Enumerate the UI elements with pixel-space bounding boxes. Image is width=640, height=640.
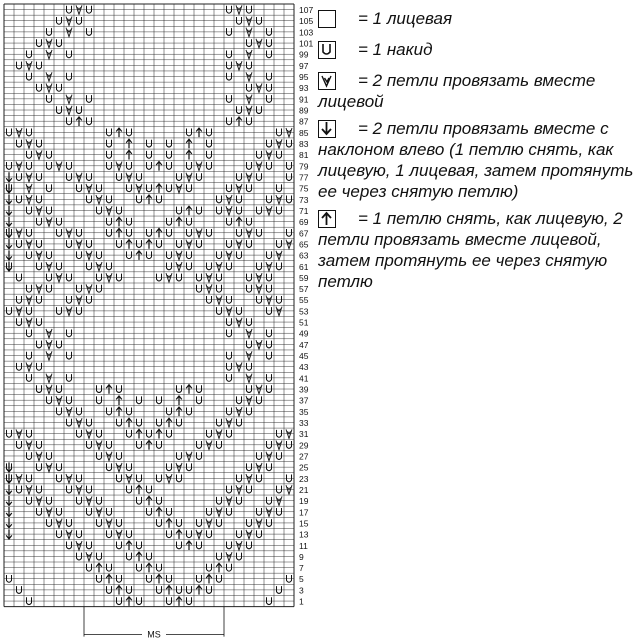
sk2p-arrow-mark: [126, 418, 132, 427]
row-label: 41: [299, 373, 309, 384]
sk2p-arrow-mark: [156, 429, 162, 438]
k2tog-mark: [236, 184, 242, 193]
k2tog-mark: [126, 474, 132, 483]
row-label: 1: [299, 596, 304, 607]
sk2p-arrow-mark: [116, 396, 122, 405]
k2tog-mark: [216, 262, 222, 271]
k2tog-mark: [36, 251, 42, 260]
row-label: 31: [299, 429, 309, 440]
sk2p-arrow-mark: [106, 574, 112, 583]
k2tog-mark: [66, 530, 72, 539]
sk2p-arrow-mark: [186, 541, 192, 550]
k2tog-mark: [136, 184, 142, 193]
k2tog-mark: [246, 28, 252, 37]
legend-item-knit: [318, 8, 640, 29]
k2tog-mark: [76, 240, 82, 249]
row-label: 29: [299, 440, 309, 451]
sk2p-arrow-mark: [126, 240, 132, 249]
k2tog-mark: [76, 5, 82, 14]
k2tog-mark: [236, 407, 242, 416]
k2tog-mark: [236, 362, 242, 371]
k2tog-mark: [246, 351, 252, 360]
k2tog-mark: [176, 184, 182, 193]
k2tog-mark: [276, 496, 282, 505]
row-label: 35: [299, 406, 309, 417]
k2tog-mark: [26, 173, 32, 182]
legend-item-k2tog: [318, 70, 640, 112]
k2tog-mark: [246, 106, 252, 115]
sk2p-arrow-mark: [216, 563, 222, 572]
legend-item-ssk: [318, 118, 640, 202]
row-label: 73: [299, 194, 309, 205]
k2tog-mark: [66, 106, 72, 115]
row-label: 53: [299, 306, 309, 317]
sk2p-arrow-mark: [236, 117, 242, 126]
row-label: 15: [299, 518, 309, 529]
k2tog-mark: [266, 452, 272, 461]
k2tog-mark: [46, 39, 52, 48]
sk2p-arrow-mark: [126, 150, 132, 159]
legend-text-ssk: = 2 петли провязать вместе с наклоном влево (1 петлю снять, как лицевую, 1 лицевая, затем протянуть ее через снятую петлю): [318, 119, 634, 201]
k2tog-mark: [36, 150, 42, 159]
k2tog-mark: [56, 162, 62, 171]
k2tog-mark: [46, 351, 52, 360]
k2tog-mark: [226, 307, 232, 316]
k2tog-mark: [126, 173, 132, 182]
k2tog-mark: [86, 496, 92, 505]
k2tog-mark: [226, 418, 232, 427]
row-label: 69: [299, 217, 309, 228]
row-label: 57: [299, 284, 309, 295]
k2tog-mark: [206, 284, 212, 293]
sk2p-arrow-mark: [146, 240, 152, 249]
k2tog-mark: [66, 474, 72, 483]
sk2p-arrow-mark: [116, 217, 122, 226]
sk2p-arrow-mark: [136, 251, 142, 260]
k2tog-mark: [216, 295, 222, 304]
legend-item-sk2p: [318, 208, 640, 292]
sk2p-arrow-mark: [176, 217, 182, 226]
k2tog-mark: [206, 273, 212, 282]
k2tog-mark: [246, 173, 252, 182]
k2tog-mark: [196, 530, 202, 539]
k2tog-mark: [256, 463, 262, 472]
k2tog-mark: [46, 83, 52, 92]
row-label: 87: [299, 116, 309, 127]
k2tog-mark: [46, 340, 52, 349]
k2tog-mark: [196, 229, 202, 238]
sk2p-arrow-up-icon: [318, 210, 336, 228]
k2tog-mark: [116, 162, 122, 171]
k2tog-mark: [116, 463, 122, 472]
k2tog-mark: [46, 463, 52, 472]
k2tog-mark: [26, 139, 32, 148]
row-label: 5: [299, 574, 304, 585]
row-label: 61: [299, 261, 309, 272]
k2tog-mark: [86, 429, 92, 438]
row-label: 85: [299, 127, 309, 138]
sk2p-arrow-mark: [116, 586, 122, 595]
row-label: 33: [299, 418, 309, 428]
k2tog-mark: [66, 229, 72, 238]
k2tog-mark: [46, 508, 52, 517]
row-label: 13: [299, 529, 309, 540]
k2tog-mark: [176, 262, 182, 271]
k2tog-mark: [46, 385, 52, 394]
sk2p-arrow-mark: [126, 541, 132, 550]
k2tog-mark: [226, 496, 232, 505]
row-label: 7: [299, 563, 304, 574]
k2tog-mark: [256, 284, 262, 293]
k2tog-mark: [76, 173, 82, 182]
k2tog-mark: [276, 251, 282, 260]
k2tog-mark: [76, 541, 82, 550]
sk2p-arrow-mark: [136, 552, 142, 561]
k2tog-mark: [16, 429, 22, 438]
k2tog-mark: [216, 429, 222, 438]
k2tog-mark: [46, 262, 52, 271]
k2tog-mark: [226, 552, 232, 561]
row-label: 81: [299, 150, 309, 161]
k2tog-mark: [56, 519, 62, 528]
sk2p-arrow-mark: [186, 139, 192, 148]
sk2p-arrow-mark: [136, 485, 142, 494]
k2tog-mark: [186, 173, 192, 182]
sk2p-arrow-mark: [156, 229, 162, 238]
k2tog-mark: [36, 206, 42, 215]
row-label: 43: [299, 362, 309, 373]
k2tog-mark: [36, 452, 42, 461]
k2tog-mark: [26, 485, 32, 494]
k2tog-mark: [166, 273, 172, 282]
k2tog-mark: [226, 195, 232, 204]
k2tog-mark: [16, 307, 22, 316]
k2tog-mark: [256, 162, 262, 171]
sk2p-arrow-mark: [126, 139, 132, 148]
k2tog-mark: [236, 485, 242, 494]
k2tog-mark: [236, 5, 242, 14]
row-label: 49: [299, 328, 309, 339]
legend-text-knit: = 1 лицевая: [358, 9, 453, 28]
ssk-arrow-down-icon: [318, 120, 336, 138]
k2tog-mark: [226, 206, 232, 215]
sk2p-arrow-mark: [76, 117, 82, 126]
row-label: 79: [299, 161, 309, 172]
legend-text-sk2p: = 1 петлю снять, как лицевую, 2 петли провязать вместе лицевой, затем протянуть ее через снятую петлю: [318, 209, 623, 291]
k2tog-mark: [46, 50, 52, 59]
k2tog-mark: [246, 72, 252, 81]
row-label: 95: [299, 72, 309, 83]
sk2p-arrow-mark: [156, 162, 162, 171]
row-label: 105: [299, 16, 314, 27]
sk2p-arrow-mark: [166, 519, 172, 528]
k2tog-mark: [246, 50, 252, 59]
k2tog-mark: [86, 552, 92, 561]
k2tog-mark: [286, 240, 292, 249]
k2tog-mark: [26, 295, 32, 304]
k2tog-mark: [86, 184, 92, 193]
k2tog-mark: [176, 251, 182, 260]
k2tog-mark: [286, 429, 292, 438]
k2tog-mark: [56, 273, 62, 282]
sk2p-arrow-mark: [146, 441, 152, 450]
row-label: 99: [299, 49, 309, 60]
sk2p-arrow-mark: [96, 563, 102, 572]
row-label: 101: [299, 38, 314, 49]
sk2p-arrow-mark: [146, 195, 152, 204]
k2tog-mark: [266, 150, 272, 159]
sk2p-arrow-mark: [156, 508, 162, 517]
sk2p-arrow-mark: [106, 385, 112, 394]
k2tog-mark: [86, 251, 92, 260]
k2tog-mark: [186, 240, 192, 249]
k2tog-mark: [26, 195, 32, 204]
k2tog-mark: [246, 530, 252, 539]
k2tog-mark: [56, 396, 62, 405]
sk2p-arrow-mark: [126, 597, 132, 606]
k2tog-mark: [76, 418, 82, 427]
sk2p-arrow-mark: [166, 418, 172, 427]
knit-symbol-icon: [318, 10, 336, 28]
k2tog-mark: [46, 72, 52, 81]
k2tog-mark: [176, 463, 182, 472]
row-label: 27: [299, 451, 309, 462]
k2tog-mark: [266, 206, 272, 215]
legend: [318, 8, 640, 292]
sk2p-arrow-mark: [196, 128, 202, 137]
sk2p-arrow-mark: [146, 563, 152, 572]
k2tog-mark: [256, 39, 262, 48]
k2tog-mark: [246, 95, 252, 104]
k2tog-mark: [26, 61, 32, 70]
k2tog-mark: [236, 240, 242, 249]
k2tog-mark: [106, 519, 112, 528]
row-label: 37: [299, 395, 309, 406]
k2tog-mark: [246, 16, 252, 25]
k2tog-mark: [106, 452, 112, 461]
k2tog-mark: [266, 262, 272, 271]
row-label: 71: [299, 205, 309, 216]
k2tog-mark: [276, 441, 282, 450]
sk2p-arrow-mark: [116, 128, 122, 137]
k2tog-mark: [36, 496, 42, 505]
k2tog-mark: [96, 262, 102, 271]
k2tog-mark: [96, 508, 102, 517]
sk2p-arrow-mark: [206, 574, 212, 583]
row-label: 93: [299, 83, 309, 94]
k2tog-mark: [266, 508, 272, 517]
sk2p-arrow-mark: [176, 407, 182, 416]
row-label: 65: [299, 239, 309, 250]
k2tog-mark: [206, 519, 212, 528]
row-label: 63: [299, 250, 309, 261]
sk2p-arrow-mark: [156, 184, 162, 193]
k2tog-mark: [236, 541, 242, 550]
k2tog-mark: [16, 474, 22, 483]
k2tog-mark: [26, 318, 32, 327]
k2tog-mark: [26, 441, 32, 450]
k2tog-mark: [236, 61, 242, 70]
k2tog-mark: [246, 329, 252, 338]
k2tog-mark: [96, 441, 102, 450]
k2tog-mark: [66, 95, 72, 104]
sk2p-arrow-mark: [116, 407, 122, 416]
k2tog-mark: [96, 195, 102, 204]
k2tog-mark: [216, 508, 222, 517]
row-label: 67: [299, 228, 309, 239]
k2tog-mark: [276, 195, 282, 204]
k2tog-mark: [66, 28, 72, 37]
sk2p-arrow-mark: [156, 574, 162, 583]
repeat-label: MS: [147, 629, 161, 640]
legend-item-yo: [318, 39, 640, 60]
sk2p-arrow-mark: [186, 385, 192, 394]
sk2p-arrow-mark: [236, 217, 242, 226]
k2tog-mark: [276, 307, 282, 316]
k2tog-mark: [66, 16, 72, 25]
row-label: 77: [299, 172, 309, 183]
k2tog-mark: [186, 452, 192, 461]
k2tog-mark: [26, 362, 32, 371]
sk2p-arrow-mark: [166, 586, 172, 595]
sk2p-arrow-mark: [176, 530, 182, 539]
k2tog-mark: [256, 83, 262, 92]
legend-text-k2tog: = 2 петли провязать вместе лицевой: [318, 71, 596, 111]
row-label: 89: [299, 105, 309, 116]
row-label: 55: [299, 295, 309, 306]
row-label: 19: [299, 496, 309, 507]
k2tog-mark: [26, 240, 32, 249]
row-label: 17: [299, 507, 309, 518]
k2tog-mark: [246, 229, 252, 238]
row-label: 47: [299, 339, 309, 350]
row-label: 9: [299, 551, 304, 562]
row-label: 51: [299, 317, 309, 328]
k2tog-mark: [16, 162, 22, 171]
k2tog-mark: [46, 374, 52, 383]
k2tog-mark: [46, 329, 52, 338]
row-label: 83: [299, 139, 309, 149]
row-label: 23: [299, 473, 309, 484]
k2tog-mark: [66, 407, 72, 416]
k2tog-mark: [236, 318, 242, 327]
row-label: 103: [299, 27, 314, 38]
k2tog-mark: [246, 396, 252, 405]
row-label: 75: [299, 183, 309, 194]
k2tog-mark: [16, 128, 22, 137]
sk2p-arrow-mark: [146, 496, 152, 505]
k2tog-mark: [86, 284, 92, 293]
k2tog-mark: [256, 340, 262, 349]
row-label: 107: [299, 5, 314, 16]
k2tog-mark: [246, 474, 252, 483]
k2tog-mark: [166, 474, 172, 483]
k2tog-mark: [106, 273, 112, 282]
k2tog-mark: [116, 530, 122, 539]
row-label: 3: [299, 585, 304, 596]
sk2p-arrow-mark: [196, 586, 202, 595]
row-label: 59: [299, 272, 309, 283]
k2tog-mark: [26, 184, 32, 193]
k2tog-mark: [226, 251, 232, 260]
k2tog-symbol-icon: [318, 72, 336, 90]
k2tog-mark: [66, 307, 72, 316]
row-label: 11: [299, 540, 308, 551]
k2tog-mark: [106, 206, 112, 215]
sk2p-arrow-mark: [116, 229, 122, 238]
yarn-over-symbol-icon: [318, 41, 336, 59]
k2tog-mark: [286, 485, 292, 494]
k2tog-mark: [256, 519, 262, 528]
k2tog-mark: [256, 385, 262, 394]
row-label: 39: [299, 384, 309, 395]
k2tog-mark: [286, 128, 292, 137]
k2tog-mark: [246, 374, 252, 383]
row-label: 97: [299, 60, 309, 71]
sk2p-arrow-mark: [176, 597, 182, 606]
k2tog-mark: [196, 162, 202, 171]
k2tog-mark: [266, 295, 272, 304]
row-label: 45: [299, 351, 309, 362]
k2tog-mark: [76, 485, 82, 494]
k2tog-mark: [16, 229, 22, 238]
k2tog-mark: [206, 441, 212, 450]
k2tog-mark: [276, 139, 282, 148]
sk2p-arrow-mark: [136, 429, 142, 438]
k2tog-mark: [256, 273, 262, 282]
sk2p-arrow-mark: [176, 396, 182, 405]
k2tog-mark: [76, 295, 82, 304]
row-label: 21: [299, 484, 309, 495]
row-label: 91: [299, 94, 309, 105]
k2tog-mark: [36, 284, 42, 293]
legend-text-yo: = 1 накид: [358, 40, 433, 59]
k2tog-mark: [46, 217, 52, 226]
row-label: 25: [299, 462, 309, 473]
sk2p-arrow-mark: [186, 150, 192, 159]
sk2p-arrow-mark: [186, 206, 192, 215]
